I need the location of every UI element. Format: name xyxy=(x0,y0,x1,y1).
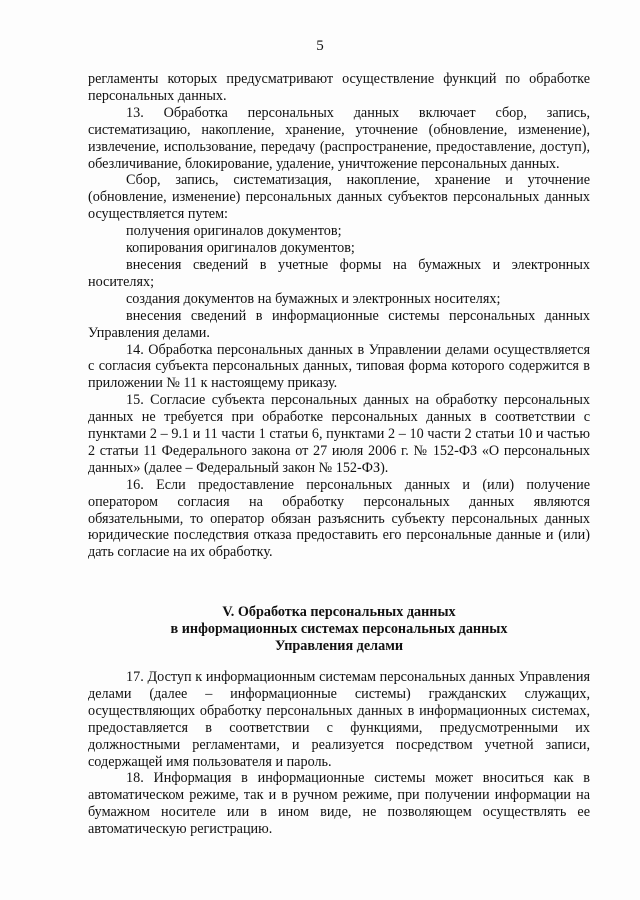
paragraph: 14. Обработка персональных данных в Управлении делами осуществляется с согласия субъекта персональных данных, типовая форма которого содержится в приложении № 11 к настоящему приказу. xyxy=(88,341,590,392)
list-item: копирования оригиналов документов; xyxy=(126,240,355,257)
paragraph: регламенты которых предусматривают осуществление функций по обработке персональных данных. xyxy=(88,71,590,104)
paragraph: 13. Обработка персональных данных включает сбор, запись, систематизацию, накопление, хранение, уточнение (обновление, изменение), извлечение, использование, передачу (распространение, предоставление, доступ), обезличивание, блокирование, удаление, уничтожение персональных данных. xyxy=(88,104,590,172)
list-item: внесения сведений в учетные формы на бумажных и электронных носителях; xyxy=(88,256,590,290)
section-heading xyxy=(88,604,590,655)
paragraph: 15. Согласие субъекта персональных данных на обработку персональных данных не требуется при обработке персональных данных в соответствии с пунктами 2 – 9.1 и 11 части 1 статьи 6, пунктами 2 – 10 части 2 статьи 10 и частью 2 статьи 11 Федерального закона от 27 июля 2006 г. № 152-ФЗ «О персональных данных» (далее – Федеральный закон № 152-ФЗ). xyxy=(88,392,590,476)
paragraph: 16. Если предоставление персональных данных и (или) получение оператором согласия на обработку персональных данных являются обязательными, то оператор обязан разъяснить субъекту персональных данных юридические последствия отказа предоставить его персональные данные и (или) дать согласие на их обработку. xyxy=(88,476,590,561)
section-heading-line: Управления делами xyxy=(274,638,404,654)
list-item: создания документов на бумажных и электронных носителях; xyxy=(126,290,501,307)
text-block-bottom xyxy=(88,669,590,838)
list-item: получения оригиналов документов; xyxy=(126,223,342,240)
section-heading-line: в информационных системах персональных данных xyxy=(170,621,508,637)
paragraph: 18. Информация в информационные системы может вноситься как в автоматическом режиме, так и в ручном режиме, при получении информации на бумажном носителе или в ином виде, не позволяющем осуществлять ее автоматическую регистрацию. xyxy=(88,770,590,838)
paragraph: 17. Доступ к информационным системам персональных данных Управления делами (далее – информационные системы) гражданских служащих, осуществляющих обработку персональных данных в информационных системах, предоставляется в соответствии с функциями, предусмотренными их должностными регламентами, и реализуется посредством учетной записи, содержащей имя пользователя и пароль. xyxy=(88,669,590,770)
section-heading-line: V. Обработка персональных данных xyxy=(222,604,456,620)
text-block-top xyxy=(88,71,590,561)
page-number: 5 xyxy=(316,38,324,54)
list-item: внесения сведений в информационные системы персональных данных Управления делами. xyxy=(88,307,590,341)
paragraph: Сбор, запись, систематизация, накопление, хранение и уточнение (обновление, изменение) персональных данных субъектов персональных данных осуществляется путем: xyxy=(88,172,590,223)
